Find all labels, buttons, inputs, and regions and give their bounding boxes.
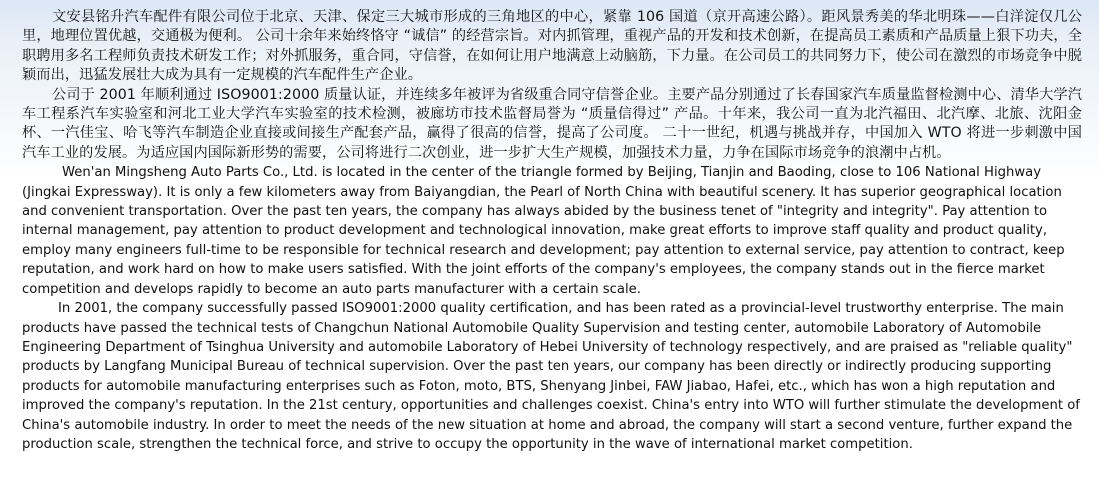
cn-intro-paragraph: 文安县铭升汽车配件有限公司位于北京、天津、保定三大城市形成的三角地区的中心，紧靠 106 国道（京开高速公路）。距风景秀美的华北明珠——白洋淀仅几公里，地理位置优越，交通极为便利。 公司十余年来始终恪守 “诚信” 的经营宗旨。对内抓管理，重视产品的开发和技术创新，在提高员工素质和产品质量上狠下功夫，全职聘用多名工程师负责技术研发工作；对外抓服务，重合同，守信誉，在如何让用户地满意上动脑筋，下力量。在公司员工的共同努力下，使公司在激烈的市场竞争中脱颖而出，迅猛发展壮大成为具有一定规模的汽车配件生产企业。: [22, 9, 1082, 84]
en-history-paragraph: In 2001, the company successfully passed ISO9001:2000 quality certification, and has been rated as a provincial-level trustworthy enterprise. The main products have passed the technical tests of Changchun National Automobile Quality Supervision and testing center, automobile Laboratory of Automobile Engineering Department of Tsinghua University and automobile Laboratory of Hebei University of technology respectively, and are praised as "reliable quality" products by Langfang Municipal Bureau of technical supervision. Over the past ten years, our company has been directly or indirectly producing supporting products for automobile manufacturing enterprises such as Foton, moto, BTS, Shenyang Jinbei, FAW Jiabao, Hafei, etc., which has won a high reputation and improved the company's reputation. In the 21st century, opportunities and challenges coexist. China's entry into WTO will further stimulate the development of China's automobile industry. In order to meet the needs of the new situation at home and abroad, the company will start a second venture, further expand the production scale, strengthen the technical force, and strive to occupy the opportunity in the wave of international market competition.: [22, 301, 1080, 452]
company-profile: [22, 8, 1082, 454]
cn-history-paragraph: 公司于 2001 年顺利通过 ISO9001:2000 质量认证，并连续多年被评为省级重合同守信誉企业。主要产品分别通过了长春国家汽车质量监督检测中心、清华大学汽车工程系汽车实验室和河北工业大学汽车实验室的技术检测，被廊坊市技术监督局誉为 “质量信得过” 产品。十年来，我公司一直为北汽福田、北汽摩、北旅、沈阳金杯、一汽佳宝、哈飞等汽车制造企业直接或间接生产配套产品，赢得了很高的信誉，提高了公司度。 二十一世纪，机遇与挑战并存，中国加入 WTO 将进一步刺激中国汽车工业的发展。为适应国内国际新形势的需要，公司将进行二次创业，进一步扩大生产规模，加强技术力量，力争在国际市场竞争的浪潮中占机。: [22, 86, 1082, 161]
en-intro-paragraph: Wen'an Mingsheng Auto Parts Co., Ltd. is located in the center of the triangle formed by Beijing, Tianjin and Baoding, close to 106 National Highway (Jingkai Expressway). It is only a few kilometers away from Baiyangdian, the Pearl of North China with beautiful scenery. It has superior geographical location and convenient transportation. Over the past ten years, the company has always abided by the business tenet of "integrity and integrity". Pay attention to internal management, pay attention to product development and technological innovation, make great efforts to improve staff quality and product quality, employ many engineers full-time to be responsible for technical research and development; pay attention to external service, pay attention to contract, keep reputation, and work hard on how to make users satisfied. With the joint efforts of the company's employees, the company stands out in the fierce market competition and develops rapidly to become an auto parts manufacturer with a certain scale.: [22, 165, 1065, 297]
